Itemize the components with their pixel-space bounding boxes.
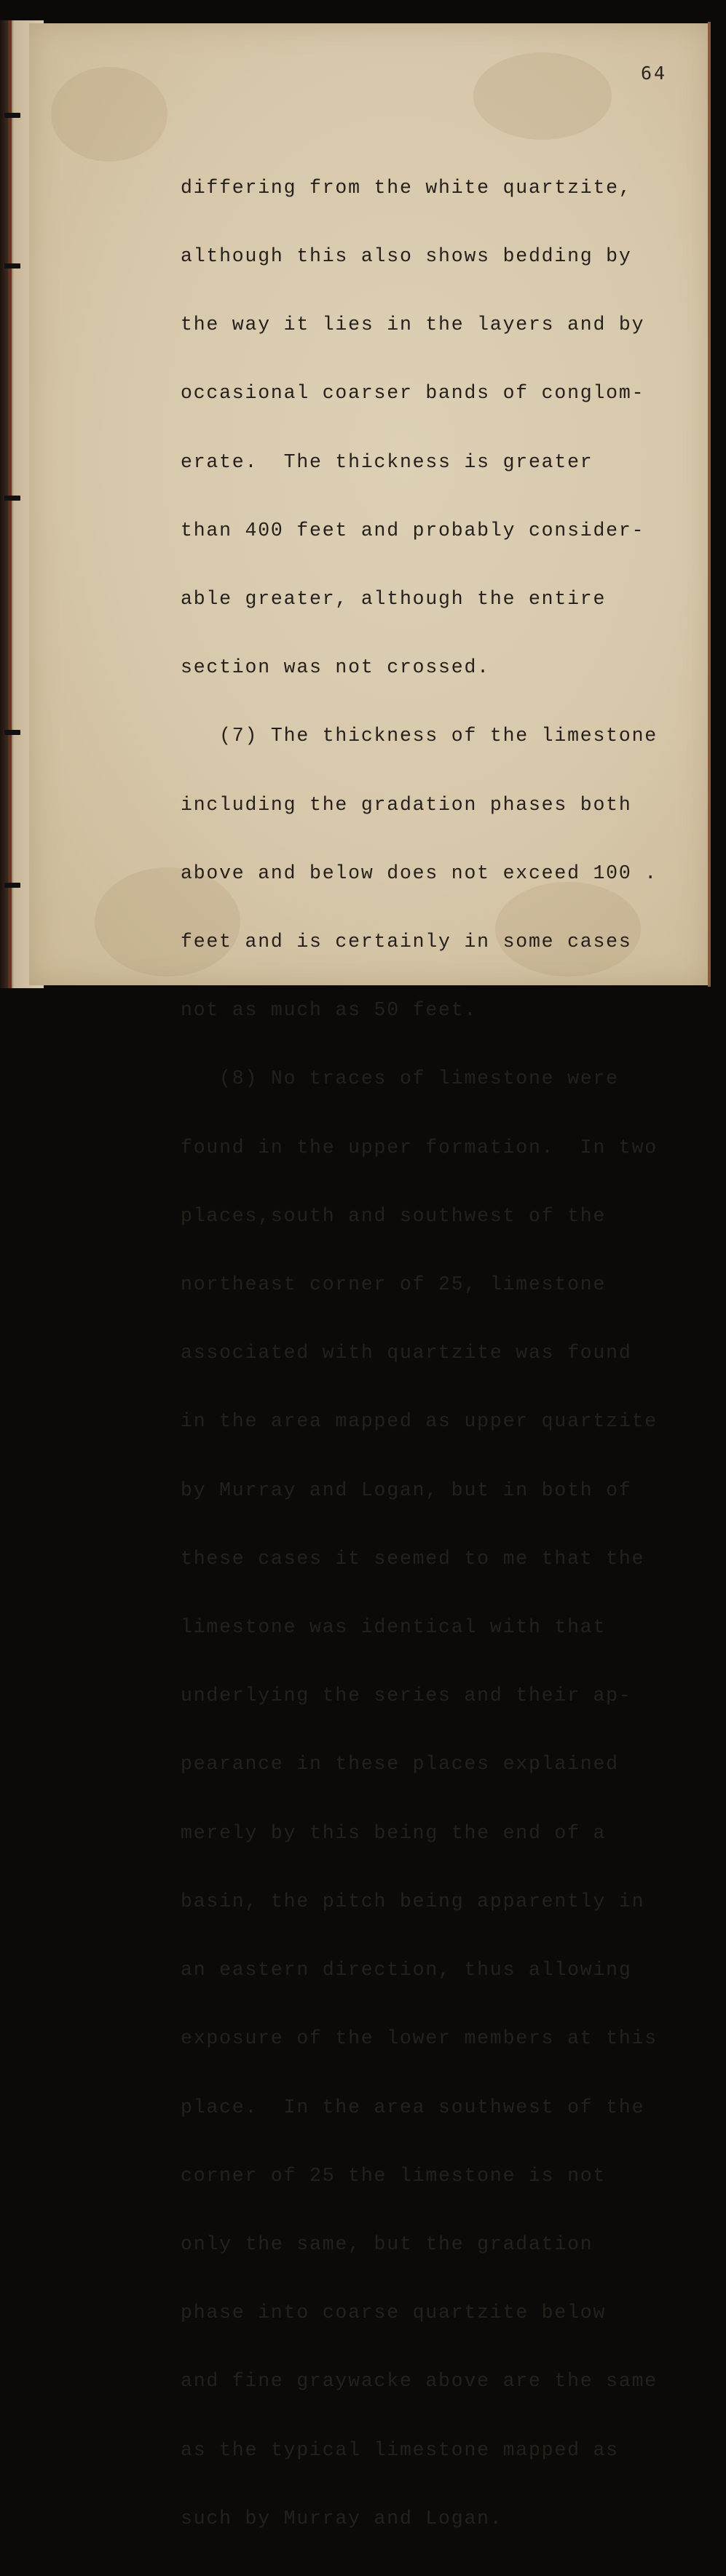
binding-tab xyxy=(4,263,20,269)
text-line: erate. The thickness is greater xyxy=(181,450,593,473)
binding-tab xyxy=(4,496,20,501)
text-line: including the gradation phases both xyxy=(181,793,632,816)
text-line: phase into coarse quartzite below xyxy=(181,2302,607,2324)
text-line: differing from the white quartzite, xyxy=(181,176,632,199)
text-line: feet and is certainly in some cases xyxy=(181,931,632,953)
typewritten-body xyxy=(181,131,705,2576)
text-line: than 400 feet and probably consider- xyxy=(181,519,645,541)
text-line: pearance in these places explained xyxy=(181,1753,619,1776)
text-line: (7) The thickness of the limestone xyxy=(181,725,658,747)
text-line: section was not crossed. xyxy=(181,656,490,679)
paper-stain xyxy=(473,52,612,140)
page-right-edge xyxy=(708,22,711,987)
text-line: place. In the area southwest of the xyxy=(181,2096,645,2118)
text-line: only the same, but the gradation xyxy=(181,2233,593,2255)
binding-red-edge xyxy=(9,20,12,988)
binding-tab xyxy=(4,113,20,118)
text-line: in the area mapped as upper quartzite xyxy=(181,1410,658,1433)
text-line: and fine graywacke above are the same xyxy=(181,2370,658,2393)
text-line: an eastern direction, thus allowing xyxy=(181,1959,632,1981)
text-line: such by Murray and Logan. xyxy=(181,2507,503,2529)
binding-tab xyxy=(4,883,20,888)
text-line: exposure of the lower members at this xyxy=(181,2027,658,2050)
text-line: found in the upper formation. In two xyxy=(181,1136,658,1158)
text-line: above and below does not exceed 100 . xyxy=(181,862,658,884)
text-line: underlying the series and their ap- xyxy=(181,1685,632,1707)
text-line: able greater, although the entire xyxy=(181,588,607,611)
text-line: occasional coarser bands of conglom- xyxy=(181,382,645,405)
text-line: by Murray and Logan, but in both of xyxy=(181,1479,632,1501)
text-line: basin, the pitch being apparently in xyxy=(181,1890,645,1912)
text-line: as the typical limestone mapped as xyxy=(181,2438,619,2461)
text-line: (8) No traces of limestone were xyxy=(181,1068,619,1090)
page-number: 64 xyxy=(641,63,668,84)
text-line: the way it lies in the layers and by xyxy=(181,314,645,336)
text-line: merely by this being the end of a xyxy=(181,1821,607,1844)
text-line: limestone was identical with that xyxy=(181,1616,607,1639)
text-line: although this also shows bedding by xyxy=(181,245,632,268)
text-line: corner of 25 the limestone is not xyxy=(181,2164,607,2187)
text-line: places,south and southwest of the xyxy=(181,1204,607,1227)
text-line: these cases it seemed to me that the xyxy=(181,1547,645,1570)
paper-stain xyxy=(51,67,167,162)
text-line: associated with quartzite was found xyxy=(181,1342,632,1364)
text-line: not as much as 50 feet. xyxy=(181,999,478,1022)
binding-tab xyxy=(4,730,20,735)
text-line: northeast corner of 25, limestone xyxy=(181,1273,607,1296)
